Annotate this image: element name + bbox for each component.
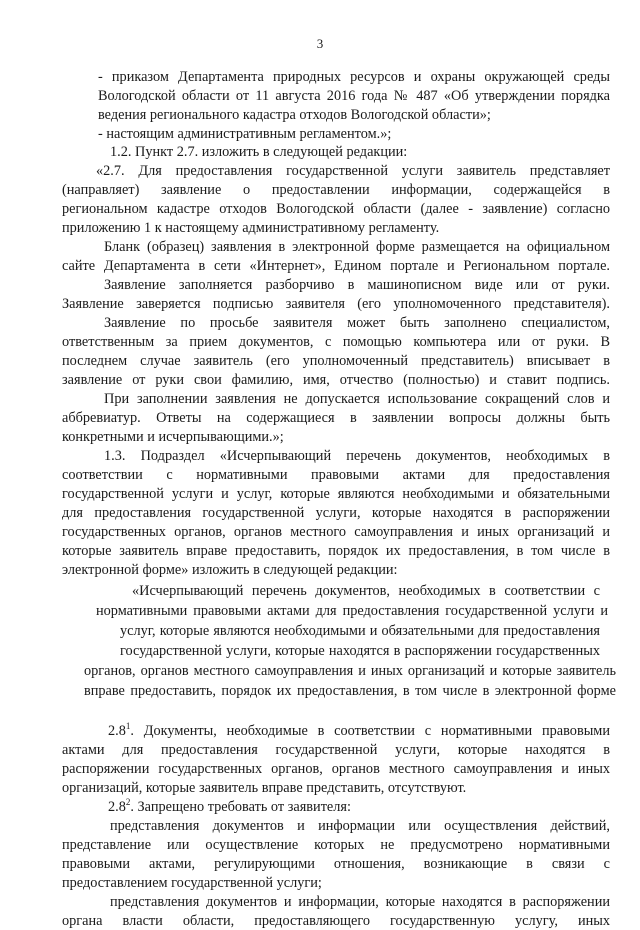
text-line-39: представления документов и информации или осуществления действий, <box>110 818 610 834</box>
text-line-44: органа власти области, предоставляющего государственную услугу, иных <box>62 913 610 929</box>
text-line-24: для предоставления государственной услуги, которые находятся в распоряжении <box>62 505 610 521</box>
text-line-30: услуг, которые являются необходимыми и обязательными для предоставления <box>120 623 600 639</box>
text-line-3: ведения регионального кадастра отходов Вологодской области»; <box>98 107 491 123</box>
text-line-38: $2.8^2$. Запрещено требовать от заявителя: <box>108 797 351 815</box>
text-line-31: государственной услуги, которые находятся в распоряжении государственных <box>120 643 600 659</box>
text-line-1: - приказом Департамента природных ресурсов и охраны окружающей среды <box>98 69 610 85</box>
text-line-19: аббревиатур. Ответы на содержащиеся в заявлении вопросы должны быть <box>62 410 610 426</box>
text-line-11: сайте Департамента в сети «Интернет», Едином портале и Региональном портале. <box>62 258 610 274</box>
text-line-27: электронной форме» изложить в следующей редакции: <box>62 562 398 578</box>
text-line-34: $2.8^1$. Документы, необходимые в соответствии с нормативными правовыми <box>108 722 610 739</box>
text-line-28: «Исчерпывающий перечень документов, необходимых в соответствии с <box>132 583 600 599</box>
text-line-36: распоряжении государственных органов, органов местного самоуправления и иных <box>62 761 610 777</box>
text-line-4: - настоящим административным регламентом.»; <box>98 126 392 142</box>
text-line-14: Заявление по просьбе заявителя может быть заполнено специалистом, <box>104 315 610 331</box>
text-line-21: 1.3. Подраздел «Исчерпывающий перечень документов, необходимых в <box>104 448 610 464</box>
text-line-25: государственных органов, органов местного самоуправления и иных организаций и <box>62 524 610 540</box>
text-line-37: организаций, которые заявитель вправе представить, отсутствуют. <box>62 780 467 796</box>
text-line-40: представление или осуществление которых не предусмотрено нормативными <box>62 837 610 853</box>
text-line-41: правовыми актами, регулирующими отношения, возникающие в связи с <box>62 856 610 872</box>
page-number: 3 <box>316 36 324 51</box>
text-line-23: государственной услуги и услуг, которые являются необходимыми и обязательными <box>62 486 610 502</box>
text-line-8: региональном кадастре отходов Вологодской области (далее - заявление) согласно <box>62 201 610 217</box>
text-line-29: нормативными правовыми актами для предоставления государственной услуги и <box>96 603 608 619</box>
text-line-42: предоставлением государственной услуги; <box>62 875 322 891</box>
text-line-33: вправе предоставить, порядок их предоставления, в том числе в электронной форме <box>84 683 616 699</box>
text-line-22: соответствии с нормативными правовыми актами для предоставления <box>62 467 610 483</box>
text-line-16: последнем случае заявитель (его уполномоченный представитель) вписывает в <box>62 353 610 369</box>
text-line-43: представления документов и информации, которые находятся в распоряжении <box>110 894 610 910</box>
text-line-20: конкретными и исчерпывающими.»; <box>62 429 284 445</box>
text-line-32: органов, органов местного самоуправления и иных организаций и которые заявитель <box>84 663 616 679</box>
text-line-9: приложению 1 к настоящему административному регламенту. <box>62 220 440 236</box>
text-line-10: Бланк (образец) заявления в электронной форме размещается на официальном <box>104 239 610 255</box>
text-line-13: Заявление заверяется подписью заявителя (его уполномоченного представителя). <box>62 296 610 312</box>
text-line-35: актами для предоставления государственной услуги, которые находятся в <box>62 742 610 758</box>
text-line-5: 1.2. Пункт 2.7. изложить в следующей редакции: <box>110 144 408 160</box>
text-line-18: При заполнении заявления не допускается использование сокращений слов и <box>104 391 610 407</box>
text-line-17: заявление от руки свои фамилию, имя, отчество (полностью) и ставит подпись. <box>62 372 610 388</box>
text-line-26: которые заявитель вправе предоставить, порядок их предоставления, в том числе в <box>62 543 610 559</box>
text-line-2: Вологодской области от 11 августа 2016 года № 487 «Об утверждении порядка <box>98 88 610 104</box>
text-line-12: Заявление заполняется разборчиво в машинописном виде или от руки. <box>104 277 610 293</box>
text-line-15: ответственным за прием документов, с помощью компьютера или от руки. В <box>62 334 610 350</box>
text-line-7: (направляет) заявление о предоставлении информации, содержащейся в <box>62 182 610 198</box>
text-line-6: «2.7. Для предоставления государственной услуги заявитель представляет <box>96 163 610 179</box>
